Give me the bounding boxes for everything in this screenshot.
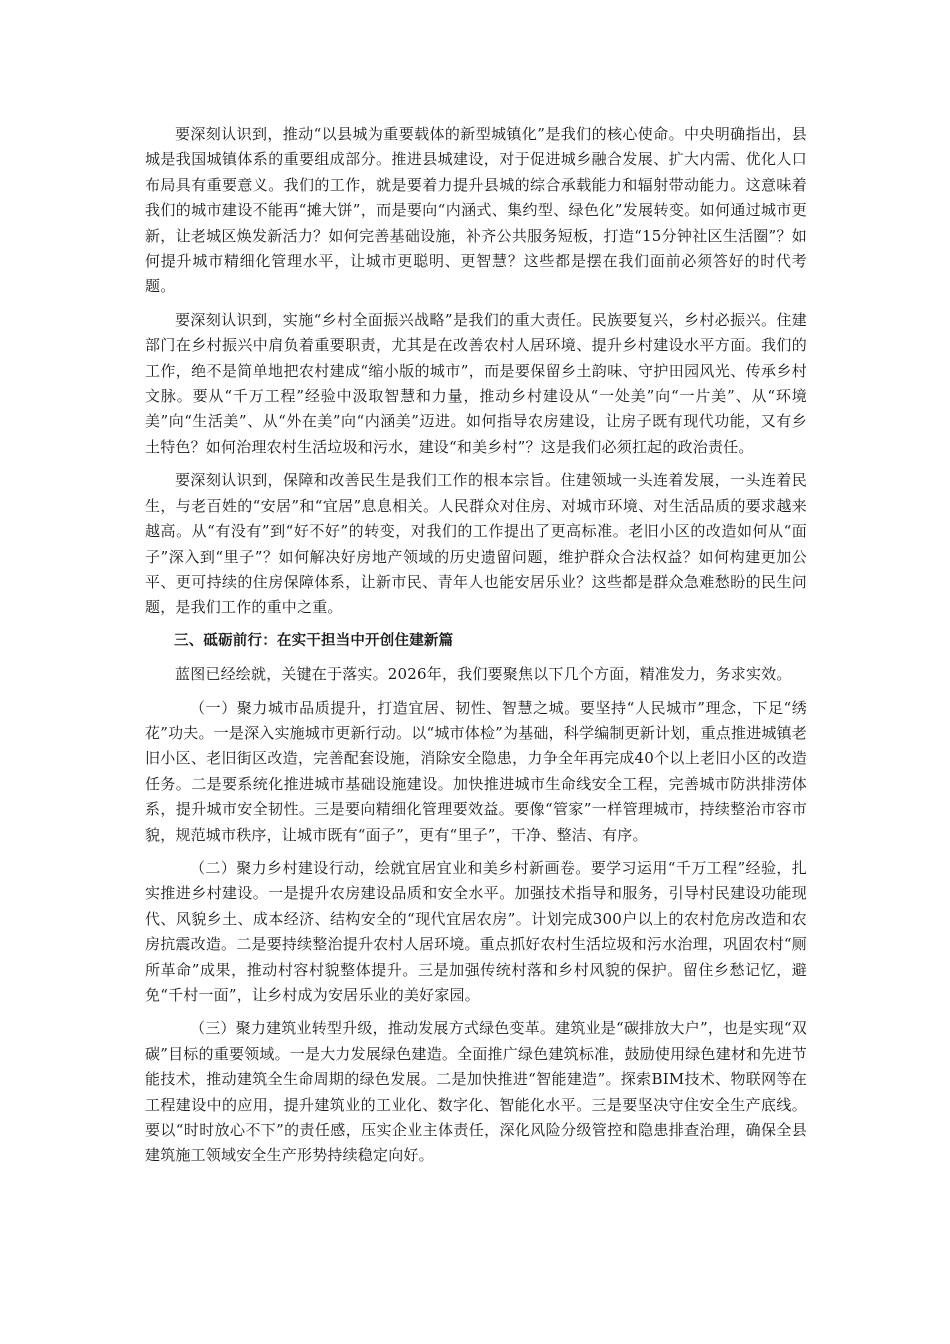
body-paragraph-urbanization: 要深刻认识到，推动“以县城为重要载体的新型城镇化”是我们的核心使命。中央明确指出，县城是我国城镇体系的重要组成部分。推进县城建设，对于促进城乡融合发展、扩大内需、优化人口布局具有重要意义。我们的工作，就是要着力提升县城的综合承载能力和辐射带动能力。这意味着我们的城市建设不能再“摊大饼”，而是要向“内涵式、集约型、绿色化”发展转变。如何通过城市更新，让老城区焕发新活力？如何完善基础设施，补齐公共服务短板，打造“15分钟社区生活圈”？如何提升城市精细化管理水平，让城市更聪明、更智慧？这些都是摆在我们面前必须答好的时代考题。 xyxy=(145,125,807,296)
point-urban-quality: （一）聚力城市品质提升，打造宜居、韧性、智慧之城。要坚持“人民城市”理念，下足“绣花”功夫。一是深入实施城市更新行动。以“城市体检”为基础，科学编制更新计划，重点推进城镇老旧小区、老旧街区改造，完善配套设施，消除安全隐患，力争全年再完成40个以上老旧小区的改造任务。二是要系统化推进城市基础设施建设。加快推进城市生命线安全工程，完善城市防洪排涝体系，提升城市安全韧性。三是要向精细化管理要效益。要像“管家”一样管理城市，持续整治市容市貌，规范城市秩序，让城市既有“面子”，更有“里子”，干净、整洁、有序。 xyxy=(145,698,808,844)
point-rural-construction: （二）聚力乡村建设行动，绘就宜居宜业和美乡村新画卷。要学习运用“千万工程”经验，扎实推进乡村建设。一是提升农房建设品质和安全水平。加强技术指导和服务，引导村民建设功能现代、风貌乡土、成本经济、结构安全的“现代宜居农房”。计划完成300户以上的农村危房改造和农房抗震改造。二是要持续整治提升农村人居环境。重点抓好农村生活垃圾和污水治理，巩固农村“厕所革命”成果，推动村容村貌整体提升。三是加强传统村落和乡村风貌的保护。留住乡愁记忆，避免“千村一面”，让乡村成为安居乐业的美好家园。 xyxy=(145,858,807,1004)
section-heading: 三、砥砺前行：在实干担当中开创住建新篇 xyxy=(174,632,454,649)
section-intro: 蓝图已经绘就，关键在于落实。2026年，我们要聚焦以下几个方面，精准发力，务求实效。 xyxy=(175,665,792,684)
body-paragraph-rural-revitalization: 要深刻认识到，实施“乡村全面振兴战略”是我们的重大责任。民族要复兴，乡村必振兴。住建部门在乡村振兴中肩负着重要职责，尤其是在改善农村人居环境、提升乡村建设水平方面。我们的工作，绝不是简单地把农村建成“缩小版的城市”，而是要保留乡土韵味、守护田园风光、传承乡村文脉。要从“千万工程”经验中汲取智慧和力量，推动乡村建设从“一处美”向“一片美”、从“环境美”向“生活美”、从“外在美”向“内涵美”迈进。如何指导农房建设，让房子既有现代功能，又有乡土特色？如何治理农村生活垃圾和污水，建设“和美乡村”？这是我们必须扛起的政治责任。 xyxy=(145,310,807,456)
point-construction-industry: （三）聚力建筑业转型升级，推动发展方式绿色变革。建筑业是“碳排放大户”，也是实现“双碳”目标的重要领域。一是大力发展绿色建造。全面推广绿色建筑标准，鼓励使用绿色建材和先进节能技术，推动建筑全生命周期的绿色发展。二是加快推进“智能建造”。探索BIM技术、物联网等在工程建设中的应用，提升建筑业的工业化、数字化、智能化水平。三是要坚决守住安全生产底线。要以“时时放心不下”的责任感，压实企业主体责任，深化风险分级管控和隐患排查治理，确保全县建筑施工领域安全生产形势持续稳定向好。 xyxy=(145,1019,807,1165)
document-page xyxy=(145,122,807,1177)
body-paragraph-livelihood: 要深刻认识到，保障和改善民生是我们工作的根本宗旨。住建领域一头连着发展，一头连着民生，与老百姓的“安居”和“宜居”息息相关。人民群众对住房、对城市环境、对生活品质的要求越来越高。从“有没有”到“好不好”的转变，对我们的工作提出了更高标准。老旧小区的改造如何从“面子”深入到“里子”？如何解决好房地产领域的历史遗留问题，维护群众合法权益？如何构建更加公平、更可持续的住房保障体系，让新市民、青年人也能安居乐业？这些都是群众急难愁盼的民生问题，是我们工作的重中之重。 xyxy=(145,471,807,617)
